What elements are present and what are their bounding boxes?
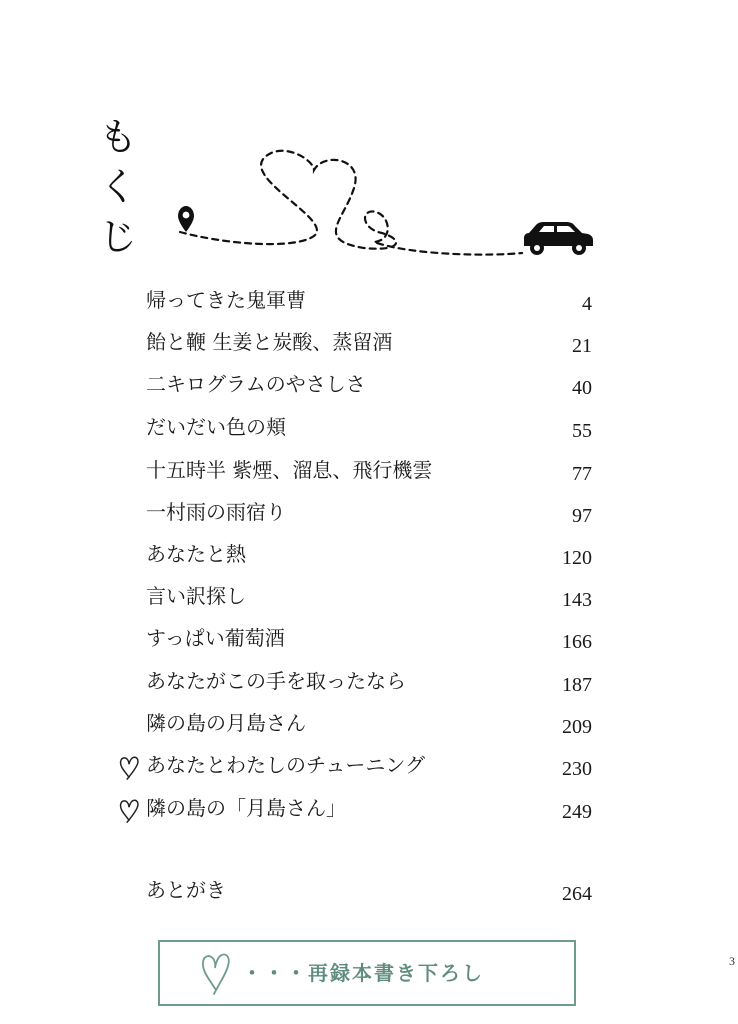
toc-entry-title: 一村雨の雨宿り bbox=[146, 500, 286, 524]
title-char: じ bbox=[98, 215, 137, 259]
toc-entry-page: 230 bbox=[562, 758, 592, 780]
toc-entry[interactable] bbox=[146, 751, 596, 779]
toc-entry-page: 21 bbox=[572, 335, 592, 357]
toc-entry-page: 264 bbox=[562, 883, 592, 905]
toc-entry-page: 143 bbox=[562, 589, 592, 611]
toc-entry-title: 二キログラムのやさしさ bbox=[146, 372, 366, 396]
toc-entry-title: あなたと熱 bbox=[146, 542, 246, 566]
toc-entry[interactable] bbox=[146, 667, 596, 695]
toc-entry[interactable] bbox=[146, 286, 596, 314]
toc-entry-title: 言い訳探し bbox=[146, 584, 246, 608]
title-char: も bbox=[98, 115, 137, 159]
banner-text: ・・・再録本書き下ろし bbox=[242, 961, 484, 985]
toc-entry[interactable] bbox=[146, 624, 596, 652]
toc-entry[interactable] bbox=[146, 456, 596, 484]
toc-entry[interactable] bbox=[146, 709, 596, 737]
toc-entry-title: あなたとわたしのチューニング bbox=[146, 753, 425, 777]
toc-entry-page: 249 bbox=[562, 801, 592, 823]
toc-entry-title: すっぱい葡萄酒 bbox=[146, 626, 285, 650]
toc-entry[interactable] bbox=[146, 794, 596, 822]
toc-entry[interactable] bbox=[146, 370, 596, 398]
toc-entry-title: 帰ってきた鬼軍曹 bbox=[146, 288, 306, 312]
toc-entry-page: 97 bbox=[572, 505, 592, 527]
toc-entry-title: 十五時半 紫煙、溜息、飛行機雲 bbox=[146, 458, 433, 482]
toc-entry-page: 166 bbox=[562, 631, 592, 653]
rerecord-banner bbox=[158, 940, 576, 1006]
heart-icon bbox=[118, 798, 140, 824]
toc-entry-page: 187 bbox=[562, 674, 592, 696]
toc-entry-page: 77 bbox=[572, 463, 592, 485]
toc-entry-page: 4 bbox=[582, 293, 592, 315]
toc-entry[interactable] bbox=[146, 498, 596, 526]
toc-entry-page: 55 bbox=[572, 420, 592, 442]
toc-entry-title: 飴と鞭 生姜と炭酸、蒸留酒 bbox=[146, 330, 393, 354]
toc-entry[interactable] bbox=[146, 413, 596, 441]
toc-entry[interactable] bbox=[146, 328, 596, 356]
page-number: 3 bbox=[729, 954, 735, 968]
heart-icon bbox=[200, 950, 232, 996]
toc-entry-page: 120 bbox=[562, 547, 592, 569]
toc-entry-title: 隣の島の月島さん bbox=[146, 711, 306, 735]
toc-entry[interactable] bbox=[146, 582, 596, 610]
toc-entry-title: だいだい色の頬 bbox=[146, 415, 286, 439]
toc-entry[interactable] bbox=[146, 876, 596, 904]
heart-icon bbox=[118, 755, 140, 781]
title-char: く bbox=[98, 165, 137, 209]
toc-entry-title: 隣の島の「月島さん」 bbox=[146, 796, 346, 820]
toc-entry-page: 40 bbox=[572, 377, 592, 399]
toc-entry-page: 209 bbox=[562, 716, 592, 738]
toc-entry[interactable] bbox=[146, 540, 596, 568]
toc-entry-title: あとがき bbox=[146, 878, 226, 902]
toc-entry-title: あなたがこの手を取ったなら bbox=[146, 669, 406, 693]
